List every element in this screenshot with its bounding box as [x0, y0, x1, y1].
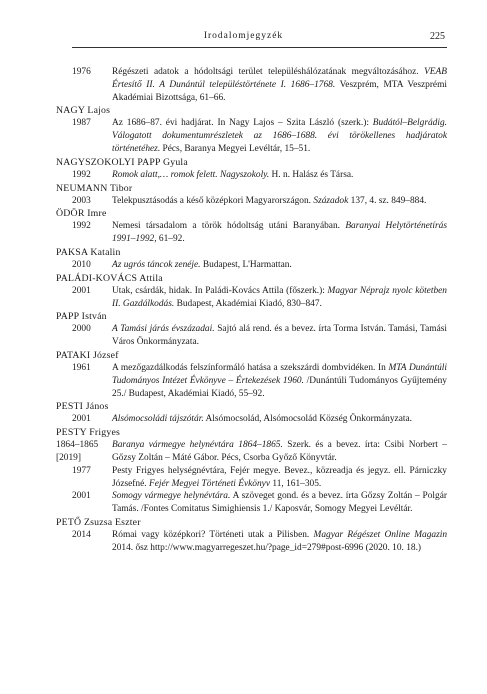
entry-text	[112, 220, 447, 246]
text-segment: H. n. Halász és Társa.	[269, 169, 354, 180]
entry-text	[112, 529, 447, 555]
entry-year: 2001	[72, 491, 91, 502]
bibliography-entry	[56, 195, 447, 208]
title-segment: Romok alatt,… romok felett. Nagyszokoly.	[112, 169, 270, 180]
author-name: NAGY Lajos	[56, 105, 111, 117]
bibliography-entry	[56, 529, 447, 555]
entry-text	[112, 323, 447, 349]
text-segment: Budapest, Akadémiai Kiadó, 830–847.	[174, 298, 322, 309]
title-segment: MTA Dunántúli Tudományos Intézet Évkönyve – Értekezések 1960.	[112, 362, 447, 386]
title-segment: Fejér Megyei Történeti Évkönyv	[148, 478, 271, 489]
text-segment: Budapest, L'Harmattan.	[200, 259, 292, 270]
header-rule	[72, 47, 447, 48]
entry-text	[112, 169, 447, 182]
author-name: NAGYSZOKOLYI PAPP Gyula	[56, 156, 188, 168]
title-segment: Az ugrós táncok zenéje.	[112, 259, 201, 270]
text-segment: Sajtó alá rend. és a bevez. írta Torma István. Tamási, Tamási Város Önkormányzata.	[112, 324, 447, 348]
bibliography-list	[56, 66, 447, 555]
entry-year: 1976	[72, 67, 91, 77]
text-segment: Az 1686–87. évi hadjárat. In Nagy Lajos – Szita László (szerk.):	[112, 118, 373, 129]
title-segment: Alsómocsoládi tájszótár.	[112, 414, 204, 425]
running-head: Irodalomjegyzék	[203, 31, 284, 41]
author-name: PAKSA Katalin	[56, 246, 121, 258]
author-name: PESTI János	[56, 401, 109, 413]
bibliography-entry	[56, 490, 447, 516]
bibliography-entry	[56, 66, 447, 104]
title-segment: Századok	[313, 195, 349, 206]
text-segment: 61–92.	[156, 234, 185, 245]
bibliography-entry	[56, 117, 447, 155]
author-name: ÖDÖR Imre	[56, 208, 107, 220]
entry-year: 2001	[72, 285, 91, 296]
author-name: PALÁDI-KOVÁCS Attila	[56, 272, 163, 284]
entry-year: 2010	[72, 259, 91, 270]
page-number: 225	[430, 31, 445, 42]
bibliography-entry	[56, 439, 447, 465]
title-segment: Magyar Régészet Online Magazin	[313, 529, 448, 540]
text-segment: Pesty Frigyes helységnévtára, Fejér megye. Bevez., közreadja és jegyz. ell. Párniczky Józsefné.	[112, 465, 447, 489]
text-segment: 11, 161–305.	[270, 478, 322, 489]
text-segment: Római vagy középkori? Történeti utak a Pilisben.	[112, 529, 314, 540]
author-name: PETŐ Zsuzsa Eszter	[56, 516, 141, 528]
entry-year: 2001	[72, 414, 91, 425]
text-segment: Veszprém, MTA Veszprémi Akadémiai Bizottsága, 61–66.	[112, 79, 447, 103]
title-segment: A Tamási járás évszázadai.	[112, 324, 215, 335]
entry-year: 1961	[72, 362, 91, 373]
author-name: PATAKI József	[56, 349, 119, 361]
text-segment: 137, 4. sz. 849–884.	[348, 195, 427, 206]
text-segment: Pécs, Baranya Megyei Levéltár, 15–51.	[160, 143, 311, 154]
entry-text	[112, 490, 447, 516]
title-segment: VEAB Értesítő II. A Dunántúl településtörténete I. 1686–1768.	[112, 67, 447, 90]
text-segment: 2014. ősz http://www.magyarregeszet.hu/?page_id=279#post-6996 (2020. 10. 18.)	[112, 542, 422, 553]
entry-text	[112, 413, 447, 426]
text-segment: /Dunántúli Tudományos Gyűjtemény 25./ Budapest, Akadémiai Kiadó, 55–92.	[112, 375, 447, 399]
bibliography-entry	[56, 259, 447, 272]
entry-text	[112, 439, 447, 465]
entry-year: 1992	[72, 221, 91, 232]
bibliography-entry	[56, 362, 447, 400]
entry-text	[112, 362, 447, 400]
entry-year: 1987	[72, 118, 91, 129]
title-segment: Magyar Néprajz nyolc kötetben II. Gazdálkodás.	[112, 285, 447, 309]
bibliography-entry	[56, 413, 447, 426]
entry-text	[112, 259, 447, 272]
author-name: NEUMANN Tibor	[56, 182, 133, 194]
author-name: PAPP István	[56, 311, 107, 323]
text-segment: A szöveget gond. és a bevez. írta Gőzsy Zoltán – Polgár Tamás. /Fontes Comitatus Simighiensis 1./ Kaposvár, Somogy Megyei Levéltár.	[112, 491, 448, 515]
text-segment: A mezőgazdálkodás felszínformáló hatása a szekszárdi dombvidéken. In	[112, 362, 389, 373]
bibliography-entry	[56, 285, 447, 311]
entry-year: 2000	[72, 324, 91, 335]
text-segment: Szerk. és a bevez. írta: Csibi Norbert – Gőzsy Zoltán – Máté Gábor. Pécs, Csorba Győző Könyvtár.	[112, 440, 447, 463]
title-segment: Baranyai Helytörténetírás 1991–1992,	[112, 221, 447, 245]
entry-year: 2003	[72, 195, 91, 206]
entry-text	[112, 117, 447, 155]
bibliography-entry	[56, 220, 447, 246]
text-segment: Régészeti adatok a hódoltsági terület településhálózatának megváltozásához.	[112, 67, 425, 77]
entry-text	[112, 465, 447, 491]
title-segment: Baranya vármegye helynévtára 1864–1865.	[112, 440, 283, 451]
entry-year: 1977	[72, 465, 91, 476]
bibliography-entry	[56, 465, 447, 491]
text-segment: Utak, csárdák, hidak. In Paládi-Kovács Attila (főszerk.):	[112, 285, 328, 296]
entry-text	[112, 66, 447, 104]
title-segment: Somogy vármegye helynévtára.	[112, 491, 231, 502]
author-name: PESTY Frigyes	[56, 427, 121, 439]
text-segment: Alsómocsolád, Alsómocsolád Község Önkormányzata.	[203, 414, 412, 425]
text-segment: Nemesi társadalom a török hódoltság utáni Baranyában.	[112, 221, 346, 232]
bibliography-entry	[56, 323, 447, 349]
bibliography-entry	[56, 169, 447, 182]
entry-year: 1864–1865 [2019]	[56, 440, 99, 463]
entry-text	[112, 195, 447, 208]
entry-year: 2014	[72, 529, 91, 540]
text-segment: Telekpusztásodás a késő középkori Magyarországon.	[112, 195, 314, 206]
entry-year: 1992	[72, 169, 91, 180]
entry-text	[112, 285, 447, 311]
title-segment: Budától–Belgrádig. Válogatott dokumentumrészletek az 1686–1688. évi törökellenes hadjáratok történetéhez.	[112, 118, 447, 154]
